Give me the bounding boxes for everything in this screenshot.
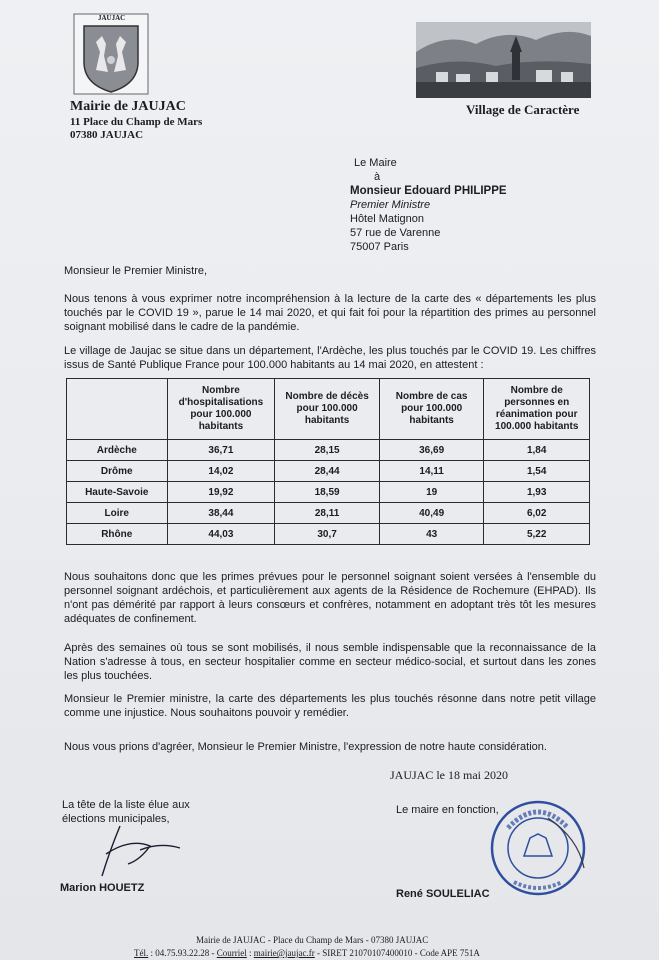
recipient-name: Monsieur Edouard PHILIPPE (350, 185, 507, 197)
mairie-name: Mairie de JAUJAC (70, 99, 186, 114)
table-cell: 36,69 (379, 440, 484, 461)
signature-right-caption: Le maire en fonction, (396, 804, 499, 816)
table-cell: 30,7 (275, 524, 380, 545)
table-header-row (67, 379, 590, 440)
table-cell: 19,92 (167, 482, 275, 503)
recipient-to: à (374, 171, 381, 183)
table-cell: 28,11 (275, 503, 380, 524)
sender-title: Le Maire (354, 157, 397, 169)
recipient-title: Premier Ministre (350, 199, 431, 211)
table-cell: 36,71 (167, 440, 275, 461)
recipient-city: 75007 Paris (350, 241, 409, 253)
table-cell: 38,44 (167, 503, 275, 524)
table-cell: 5,22 (484, 524, 590, 545)
signatory-left-name: Marion HOUETZ (60, 882, 145, 894)
table-cell: 28,44 (275, 461, 380, 482)
recipient-street: 57 rue de Varenne (350, 227, 441, 239)
village-label: Village de Caractère (466, 102, 580, 117)
letter-date: JAUJAC le 18 mai 2020 (390, 768, 508, 782)
table-cell: 19 (379, 482, 484, 503)
paragraph-1: Nous tenons à vous exprimer notre incompréhension à la lecture de la carte des « départements les plus touchés par le COVID 19 », parue le 14 mai 2020, et qui fait foi pour la répartition des primes au personnel soignant mobilisé dans le cadre de la pandémie. (64, 293, 596, 333)
footer-tel-label: Tél. (134, 948, 149, 958)
mairie-stamp (488, 798, 588, 898)
table-header-reanimation: Nombre de personnes en réanimation pour 100.000 habitants (484, 379, 590, 440)
table-cell: Loire (67, 503, 168, 524)
table-cell: 6,02 (484, 503, 590, 524)
jaujac-crest-logo (72, 12, 150, 96)
table-cell: 1,93 (484, 482, 590, 503)
table-row (67, 524, 590, 545)
address-line-2: 07380 JAUJAC (70, 129, 144, 141)
handwritten-signature-left (80, 820, 200, 880)
paragraph-5: Monsieur le Premier ministre, la carte des départements les plus touchés résonne dans notre petit village comme une injustice. Nous souhaitons pouvoir y remédier. (64, 693, 596, 719)
footer-address: Mairie de JAUJAC - Place du Champ de Mars - 07380 JAUJAC (196, 935, 429, 945)
table-row (67, 440, 590, 461)
table-row (67, 461, 590, 482)
paragraph-6: Nous vous prions d'agréer, Monsieur le Premier Ministre, l'expression de notre haute considération. (64, 741, 547, 753)
salutation: Monsieur le Premier Ministre, (64, 265, 208, 277)
table-header-cas: Nombre de cas pour 100.000 habitants (379, 379, 484, 440)
table-cell: 40,49 (379, 503, 484, 524)
crest-label: JAUJAC (98, 14, 126, 22)
table-cell: 44,03 (167, 524, 275, 545)
table-cell: Ardèche (67, 440, 168, 461)
table-row (67, 503, 590, 524)
paragraph-4: Après des semaines où tous se sont mobilisés, il nous semble indispensable que la reconnaissance de la Nation s'adresse à tous, en secteur hospitalier comme en secteur médico-social, et surtout dans les zones les plus touchées. (64, 642, 596, 682)
village-illustration (416, 22, 591, 98)
table-header-hospitalisations: Nombre d'hospitalisations pour 100.000 habitants (167, 379, 275, 440)
covid-stats-table (66, 378, 590, 545)
footer-mail-label: Courriel (216, 948, 247, 958)
signatory-right-name: René SOULELIAC (396, 888, 490, 900)
table-cell: Haute-Savoie (67, 482, 168, 503)
table-cell: Rhône (67, 524, 168, 545)
address-line-1: 11 Place du Champ de Mars (70, 116, 203, 128)
footer-siret: - SIRET 21070107400010 - Code APE 751A (317, 948, 480, 958)
table-cell: 28,15 (275, 440, 380, 461)
table-header-deces: Nombre de décès pour 100.000 habitants (275, 379, 380, 440)
table-row (67, 482, 590, 503)
table-cell: Drôme (67, 461, 168, 482)
signature-left-line-1: La tête de la liste élue aux (62, 799, 190, 811)
table-cell: 14,02 (167, 461, 275, 482)
signature-left-line-2: élections municipales, (62, 813, 170, 825)
recipient-block (350, 156, 507, 254)
footer-mail[interactable]: mairie@jaujac.fr (253, 948, 315, 958)
mairie-address (70, 116, 202, 142)
recipient-place: Hôtel Matignon (350, 213, 424, 225)
table-cell: 14,11 (379, 461, 484, 482)
footer-contact: Tél. : 04.75.93.22.28 - Courriel : mairie@jaujac.fr - SIRET 21070107400010 - Code APE 751A (134, 948, 480, 958)
table-cell: 43 (379, 524, 484, 545)
footer-tel: : 04.75.93.22.28 (150, 948, 210, 958)
table-cell: 1,54 (484, 461, 590, 482)
table-cell: 1,84 (484, 440, 590, 461)
paragraph-3: Nous souhaitons donc que les primes prévues pour le personnel soignant soient versées à l'ensemble du personnel soignant ardéchois, et particulièrement aux agents de la Résidence de Rochemure (EHPAD). Ils n'ont pas démérité par rapport à leurs consœurs et confrères, notamment en adoptant très tôt les mesures adéquates de confinement. (64, 571, 596, 625)
paragraph-2: Le village de Jaujac se situe dans un département, l'Ardèche, les plus touchés par le COVID 19. Les chiffres issus de Santé Publique France pour 100.000 habitants au 14 mai 2020, en attestent : (64, 345, 596, 371)
table-cell: 18,59 (275, 482, 380, 503)
table-header-corner (67, 379, 168, 440)
